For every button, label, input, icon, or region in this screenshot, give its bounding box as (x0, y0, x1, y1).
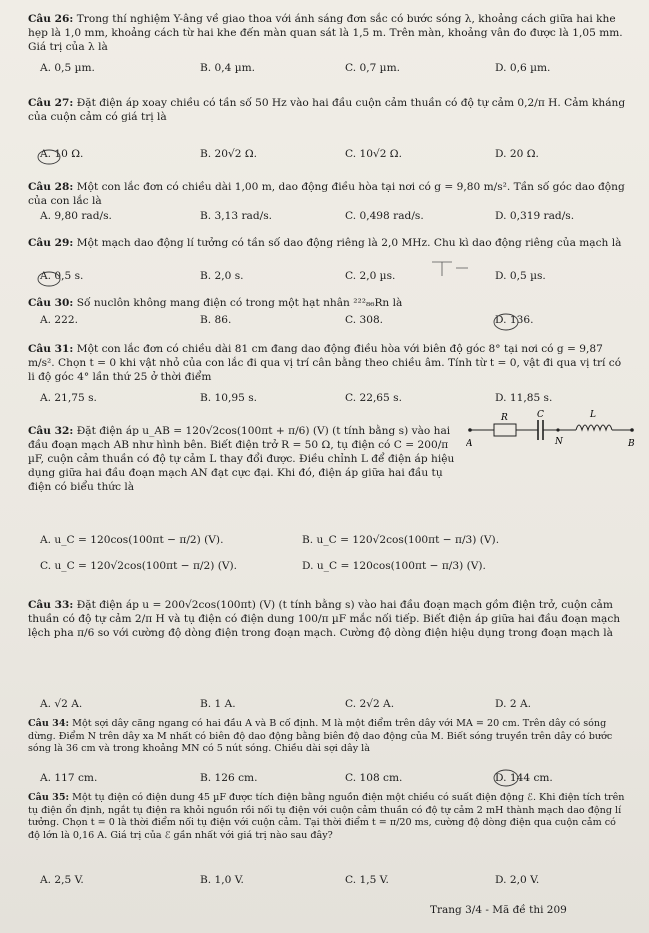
option-c[interactable]: C. 108 cm. (345, 772, 403, 784)
label-c: C (537, 410, 544, 420)
option-b[interactable]: B. u_C = 120√2cos(100πt − π/3) (V). (302, 534, 500, 546)
option-a[interactable]: A. 21,75 s. (40, 392, 97, 404)
question-text: Một con lắc đơn có chiều dài 81 cm đang dao động điều hòa với biên độ góc 8° tại nơi có g = 9,87 m/s². Chọn t = 0 khi vật nhỏ của con lắc đi qua vị trí cân bằng theo chiều âm. Tính từ t = 0, vật đi qua vị trí có li độ góc 4° lần thứ 25 ở thời điểm (28, 343, 622, 383)
option-b[interactable]: B. 0,4 µm. (200, 62, 256, 74)
question-33 (28, 598, 628, 640)
question-27 (28, 96, 628, 124)
question-29 (28, 236, 628, 250)
options-34 (40, 772, 620, 786)
question-number: Câu 26: (28, 13, 74, 25)
option-c[interactable]: C. 22,65 s. (345, 392, 402, 404)
question-35 (28, 792, 628, 842)
option-a[interactable]: A. 0,5 s. (40, 270, 84, 282)
option-b[interactable]: B. 126 cm. (200, 772, 258, 784)
question-28 (28, 180, 628, 208)
question-26 (28, 12, 628, 54)
circuit-diagram (466, 408, 636, 452)
option-a[interactable]: A. 2,5 V. (40, 874, 84, 886)
option-d[interactable]: D. 0,5 µs. (495, 270, 546, 282)
options-26 (40, 62, 620, 76)
options-30 (40, 314, 620, 328)
option-d[interactable]: D. 0,319 rad/s. (495, 210, 575, 222)
option-c[interactable]: C. 0,7 µm. (345, 62, 400, 74)
question-text: Trong thí nghiệm Y-âng về giao thoa với ánh sáng đơn sắc có bước sóng λ, khoảng cách giữa hai khe hẹp là 1,0 mm, khoảng cách từ hai khe đến màn quan sát là 1,5 m. Trên màn, khoảng vân đo được là 1,05 mm. Giá trị của λ là (28, 13, 623, 53)
option-d[interactable]: D. 0,6 µm. (495, 62, 551, 74)
node-a (468, 428, 472, 432)
option-d[interactable]: D. 20 Ω. (495, 148, 539, 160)
option-a[interactable]: A. 222. (40, 314, 78, 326)
option-b[interactable]: B. 20√2 Ω. (200, 148, 258, 160)
question-text: Một tụ điện có điện dung 45 µF được tích điện bằng nguồn điện một chiều có suất điện động ℰ. Khi điện tích trên tụ điện ổn định, ngắt tụ điện ra khỏi nguồn rồi nối tụ điện với cuộn cảm thuần có độ tự cảm 2 mH thành mạch dao động lí tưởng. Chọn t = 0 là thời điểm nối tụ điện với cuộn cảm. Tại thời điểm t = π/20 ms, cường độ dòng điện qua cuộn cảm có độ lớn là 0,16 A. Giá trị của ℰ gần nhất với giá trị nào sau đây? (28, 792, 625, 841)
question-text: Một sợi dây căng ngang có hai đầu A và B cố định. M là một điểm trên dây với MA = 20 cm. Trên dây có sóng dừng. Điểm N trên dây xa M nhất có biên độ dao động bằng biên độ dao động của M. Biết sóng truyền trên dây có bước sóng là 36 cm và trong khoảng MN có 5 nút sóng. Chiều dài sợi dây là (28, 718, 613, 754)
option-a[interactable]: A. 0,5 µm. (40, 62, 95, 74)
options-32 (40, 534, 620, 574)
label-l: L (590, 410, 596, 420)
option-b[interactable]: B. 1,0 V. (200, 874, 244, 886)
question-32 (28, 424, 460, 494)
pen-circle-mark (492, 312, 520, 332)
options-31 (40, 392, 620, 406)
options-33 (40, 698, 620, 712)
options-28 (40, 210, 620, 224)
option-b[interactable]: B. 3,13 rad/s. (200, 210, 273, 222)
question-text: Đặt điện áp xoay chiều có tần số 50 Hz vào hai đầu cuộn cảm thuần có độ tự cảm 0,2/π H. Cảm kháng của cuộn cảm có giá trị là (28, 97, 626, 123)
question-number: Câu 27: (28, 97, 74, 109)
resistor (494, 424, 516, 436)
option-a[interactable]: A. u_C = 120cos(100πt − π/2) (V). (40, 534, 224, 546)
option-b[interactable]: B. 86. (200, 314, 232, 326)
option-a[interactable]: A. 9,80 rad/s. (40, 210, 112, 222)
options-35 (40, 874, 620, 888)
question-31 (28, 342, 628, 384)
question-text: Số nuclôn không mang điện có trong một hạt nhân ²²²₈₆Rn là (76, 297, 403, 309)
option-c[interactable]: C. 2√2 A. (345, 698, 395, 710)
page-footer: Trang 3/4 - Mã đề thi 209 (430, 904, 567, 916)
question-number: Câu 28: (28, 181, 74, 193)
option-c[interactable]: C. u_C = 120√2cos(100πt − π/2) (V). (40, 560, 237, 572)
label-a: A (466, 439, 473, 449)
option-d[interactable]: D. 136. (495, 314, 534, 326)
options-29 (40, 270, 620, 284)
question-number: Câu 29: (28, 237, 74, 249)
option-a[interactable]: A. √2 A. (40, 698, 83, 710)
label-r: R (501, 413, 508, 423)
options-27 (40, 148, 620, 162)
option-b[interactable]: B. 10,95 s. (200, 392, 258, 404)
question-text: Đặt điện áp u_AB = 120√2cos(100πt + π/6) (V) (t tính bằng s) vào hai đầu đoạn mạch AB như hình bên. Biết điện trở R = 50 Ω, tụ điện có C = 200/π µF, cuộn cảm thuần có độ tự cảm L thay đổi được. Điều chỉnh L để điện áp hiệu dụng giữa hai đầu đoạn mạch AN đạt cực đại. Khi đó, điện áp giữa hai đầu tụ điện có biểu thức là (28, 425, 455, 493)
option-c[interactable]: C. 1,5 V. (345, 874, 389, 886)
option-c[interactable]: C. 2,0 µs. (345, 270, 396, 282)
option-d[interactable]: D. u_C = 120cos(100πt − π/3) (V). (302, 560, 486, 572)
label-b: B (628, 439, 635, 449)
option-c[interactable]: C. 308. (345, 314, 384, 326)
option-d[interactable]: D. 2,0 V. (495, 874, 540, 886)
pen-circle-mark (492, 768, 520, 788)
inductor (576, 425, 612, 430)
pen-scribble-mark (430, 258, 470, 278)
question-34 (28, 718, 628, 756)
question-number: Câu 30: (28, 297, 74, 309)
question-text: Một mạch dao động lí tưởng có tần số dao động riêng là 2,0 MHz. Chu kì dao động riêng của mạch là (76, 237, 622, 249)
question-number: Câu 33: (28, 599, 74, 611)
option-a[interactable]: A. 10 Ω. (40, 148, 84, 160)
option-c[interactable]: C. 0,498 rad/s. (345, 210, 424, 222)
question-text: Đặt điện áp u = 200√2cos(100πt) (V) (t tính bằng s) vào hai đầu đoạn mạch gồm điện trở, cuộn cảm thuần có độ tự cảm 2/π H và tụ điện có điện dung 100/π µF mắc nối tiếp. Biết điện áp giữa hai đầu đoạn mạch lệch pha π/6 so với cường độ dòng điện trong đoạn mạch. Cường độ dòng điện hiệu dụng trong đoạn mạch là (28, 599, 621, 639)
question-number: Câu 35: (28, 792, 70, 803)
node-n (556, 428, 559, 431)
question-text: Một con lắc đơn có chiều dài 1,00 m, dao động điều hòa tại nơi có g = 9,80 m/s². Tần số góc dao động của con lắc là (28, 181, 625, 207)
label-n: N (555, 437, 563, 447)
option-a[interactable]: A. 117 cm. (40, 772, 98, 784)
option-b[interactable]: B. 1 A. (200, 698, 236, 710)
node-b (630, 428, 634, 432)
question-number: Câu 34: (28, 718, 70, 729)
option-d[interactable]: D. 2 A. (495, 698, 531, 710)
question-number: Câu 31: (28, 343, 74, 355)
pen-circle-mark (36, 270, 62, 288)
option-d[interactable]: D. 144 cm. (495, 772, 553, 784)
pen-circle-mark (36, 148, 62, 166)
question-number: Câu 32: (28, 425, 74, 437)
option-c[interactable]: C. 10√2 Ω. (345, 148, 402, 160)
option-b[interactable]: B. 2,0 s. (200, 270, 244, 282)
option-d[interactable]: D. 11,85 s. (495, 392, 553, 404)
question-30 (28, 296, 628, 310)
